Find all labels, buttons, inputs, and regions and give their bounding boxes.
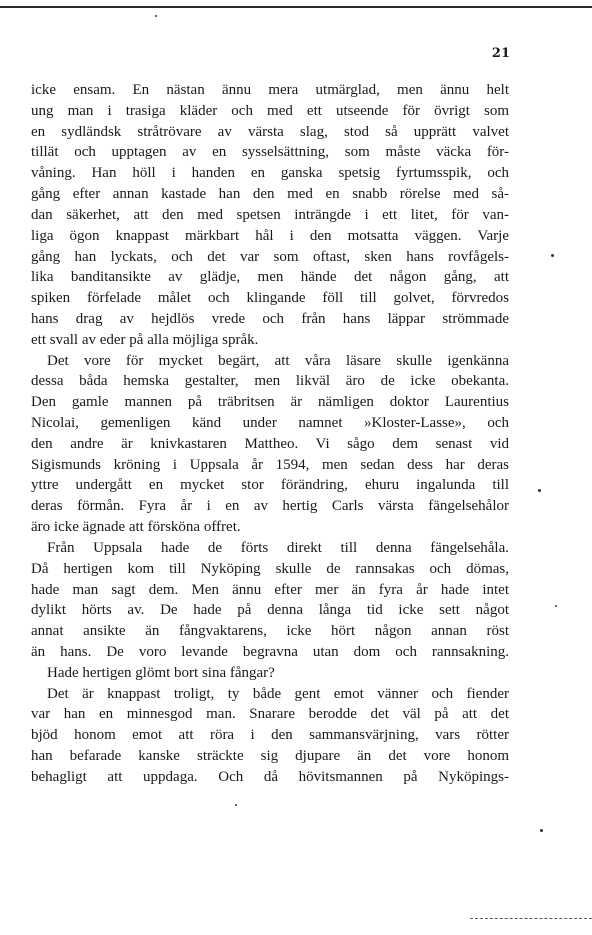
body-text <box>31 80 509 788</box>
text-line: ett svall av eder på alla möjliga språk. <box>31 331 259 348</box>
text-line: Nicolai, gemenligen känd under namnet »Kloster-Lasse», och <box>31 415 509 431</box>
text-line: Sigismunds kröning i Uppsala år 1594, men sedan dess har deras <box>31 456 509 473</box>
text-line: Hade hertigen glömt bort sina fångar? <box>47 664 275 681</box>
text-line: Det är knappast troligt, ty både gent emot vänner och fiender <box>47 685 509 702</box>
text-line: bjöd honom emot att röra i den sammansvärjning, vars rötter <box>31 727 509 744</box>
text-line: dan säkerhet, att den med spetsen inträngde i ett litet, för van- <box>31 206 509 223</box>
text-line: behagligt att uppdaga. Och då hövitsmannen på Nyköpings- <box>31 768 509 785</box>
print-speck <box>538 489 541 492</box>
text-line: yttre undergått en mycket stor förändring, ehuru ingalunda till <box>31 477 509 494</box>
text-line: var han en minnesgod man. Snarare berodde det väl på att det <box>31 706 509 723</box>
text-line: liga ögon knappast märkbart hål i den motsatta väggen. Varje <box>31 227 509 244</box>
text-line: hade man sagt dem. Men ännu efter mer än fyra år hade intet <box>31 581 509 598</box>
text-line: tillät och upptagen av en sysselsättning, som måste väcka för- <box>31 144 509 161</box>
print-speck <box>155 15 157 17</box>
print-speck <box>540 829 543 832</box>
text-line: dylikt hörts av. De hade på denna långa tid icke sett något <box>31 602 509 619</box>
text-line: Från Uppsala hade de förts direkt till denna fängelsehåla. <box>47 539 509 556</box>
text-line: hans drag av hejdlös vrede och från hans läppar strömmade <box>31 310 509 327</box>
text-line: lika banditansikte av glädje, men hände det någon gång, att <box>31 269 509 286</box>
print-speck <box>551 254 554 257</box>
text-line: gång han lyckats, och det var som oftast, sken hans rovfågels- <box>31 248 509 265</box>
page-number: 21 <box>491 46 510 61</box>
text-line: spiken förfelade målet och klingande föll till golvet, förvredos <box>31 290 509 307</box>
print-speck <box>235 804 237 806</box>
text-line: gång efter annan kastade han den med en snabb rörelse med så- <box>31 186 509 203</box>
text-line: Då hertigen kom till Nyköping skulle de rannsakas och dömas, <box>31 560 509 577</box>
text-line: han befarade kanske sträckte sig djupare än det vore honom <box>31 748 509 764</box>
text-line: dessa båda hemska gestalter, men likväl äro de icke obekanta. <box>31 373 509 390</box>
text-line: icke ensam. En nästan ännu mera utmärglad, men ännu helt <box>31 82 509 98</box>
print-speck <box>555 605 557 607</box>
text-line: den andre är knivkastaren Mattheo. Vi sågo dem senast vid <box>31 435 509 452</box>
top-edge-rule <box>0 6 592 8</box>
text-line: en sydländsk stråtrövare av värsta slag, stod så upprätt valvet <box>31 123 509 140</box>
text-line: Den gamle mannen på träbritsen är nämligen doktor Laurentius <box>31 394 509 411</box>
text-line: ung man i trasiga kläder och med ett utseende för övrigt som <box>31 102 509 119</box>
text-line: äro icke ägnade att försköna offret. <box>31 519 241 536</box>
bottom-edge-rule <box>470 918 592 920</box>
text-line: deras förmån. Fyra år i en av hertig Carls värsta fängelsehålor <box>31 498 509 515</box>
text-line: annat ansikte än fångvaktarens, icke hört någon annan röst <box>31 623 509 640</box>
text-line: våning. Han höll i handen en ganska spetsig fyrtumsspik, och <box>31 165 509 182</box>
text-line: än hans. De voro levande begravna utan dom och rannsakning. <box>31 643 509 660</box>
text-line: Det vore för mycket begärt, att våra läsare skulle igenkänna <box>47 352 509 369</box>
